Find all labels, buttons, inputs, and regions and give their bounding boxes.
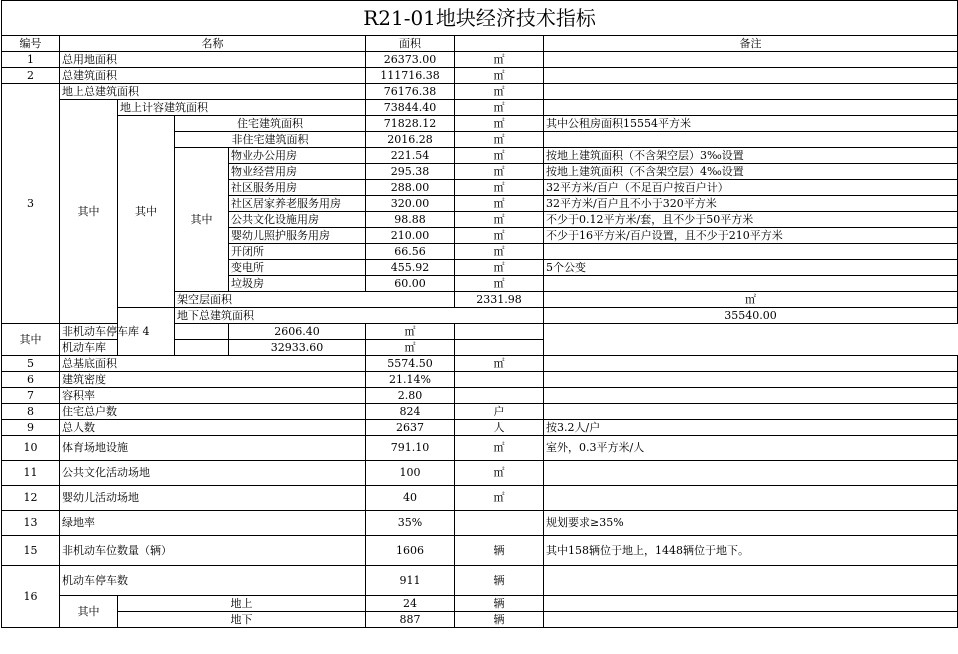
row-unit: ㎡: [366, 324, 455, 340]
table-row: [2, 100, 958, 116]
row-name: 机动车库: [60, 340, 229, 356]
row-note: [455, 324, 544, 340]
row-unit: 辆: [455, 536, 544, 566]
table-row: [2, 356, 958, 372]
table-row: [2, 566, 958, 596]
row-name: 地上总建筑面积: [60, 84, 366, 100]
row-value: 911: [366, 566, 455, 596]
row-name: 总基底面积: [60, 356, 366, 372]
row-name: 地下总建筑面积: [175, 308, 544, 324]
row-unit: ㎡: [455, 84, 544, 100]
row-value: 288.00: [366, 180, 455, 196]
row-no: 7: [2, 388, 60, 404]
header-name: 名称: [60, 36, 366, 52]
row-no: 8: [2, 404, 60, 420]
row-name: 地上计容建筑面积: [118, 100, 366, 116]
qizhong-label: 其中: [2, 324, 60, 356]
row-note: 5个公变: [544, 260, 958, 276]
row-unit: ㎡: [455, 356, 544, 372]
row-note: [544, 52, 958, 68]
row-unit: 辆: [455, 596, 544, 612]
row-unit: ㎡: [455, 132, 544, 148]
table-row: [2, 511, 958, 536]
table-row: [2, 340, 958, 356]
row-name: 社区服务用房: [229, 180, 366, 196]
table-title: R21-01地块经济技术指标: [2, 1, 958, 36]
row-no: 9: [2, 420, 60, 436]
row-value: 5574.50: [366, 356, 455, 372]
qizhong-label: 其中: [60, 596, 118, 628]
row-value: 210.00: [366, 228, 455, 244]
row-unit: ㎡: [455, 260, 544, 276]
row-note: [544, 276, 958, 292]
table-row: [2, 420, 958, 436]
row-name: 机动车停车数: [60, 566, 366, 596]
row-no: 16: [2, 566, 60, 628]
row-value: 2606.40: [229, 324, 366, 340]
row-value: 73844.40: [366, 100, 455, 116]
row-unit: ㎡: [455, 461, 544, 486]
row-value: 2331.98: [455, 292, 544, 308]
row-note: [544, 404, 958, 420]
row-note: 32平方米/百户且不小于320平方米: [544, 196, 958, 212]
row-note: [544, 356, 958, 372]
row-value: 21.14%: [366, 372, 455, 388]
row-value: 221.54: [366, 148, 455, 164]
row-name: 公共文化活动场地: [60, 461, 366, 486]
table-row: [2, 116, 958, 132]
qizhong-label: 其中: [60, 100, 118, 324]
row-unit: 人: [455, 420, 544, 436]
indicator-table: [1, 0, 958, 628]
table-row: [2, 612, 958, 628]
qizhong-label: 其中: [175, 148, 229, 292]
table-row: [2, 308, 958, 324]
row-note: [544, 388, 958, 404]
row-unit: [455, 372, 544, 388]
row-name: 物业经营用房: [229, 164, 366, 180]
row-unit: ㎡: [455, 276, 544, 292]
row-unit: ㎡: [455, 196, 544, 212]
table-row: [2, 68, 958, 84]
row-name: 公共文化设施用房: [229, 212, 366, 228]
row-unit: ㎡: [455, 180, 544, 196]
row-value: 320.00: [366, 196, 455, 212]
row-value: 791.10: [366, 436, 455, 461]
table-row: [2, 536, 958, 566]
row-name: 总建筑面积: [60, 68, 366, 84]
row-note: [544, 132, 958, 148]
row-unit: 辆: [455, 612, 544, 628]
row-name: 婴幼儿照护服务用房: [229, 228, 366, 244]
row-unit: ㎡: [455, 100, 544, 116]
row-name: 变电所: [229, 260, 366, 276]
row-name: 地上: [118, 596, 366, 612]
row-value: 455.92: [366, 260, 455, 276]
row-note: 其中公租房面积15554平方米: [544, 116, 958, 132]
row-name: 垃圾房: [229, 276, 366, 292]
row-note: [544, 84, 958, 100]
row-name: 非机动车位数量（辆）: [60, 536, 366, 566]
row-value: 295.38: [366, 164, 455, 180]
row-unit: 辆: [455, 566, 544, 596]
table-row: [2, 486, 958, 511]
row-value: 35%: [366, 511, 455, 536]
row-name: 婴幼儿活动场地: [60, 486, 366, 511]
row-value: 76176.38: [366, 84, 455, 100]
row-unit: ㎡: [455, 486, 544, 511]
row-note: [544, 244, 958, 260]
row-note: [544, 100, 958, 116]
row-name: 容积率: [60, 388, 366, 404]
row-unit: [455, 511, 544, 536]
row-no: 5: [2, 356, 60, 372]
row-value: 60.00: [366, 276, 455, 292]
row-note: 按地上建筑面积（不含架空层）3‰设置: [544, 148, 958, 164]
table-row: [2, 388, 958, 404]
row-value: 66.56: [366, 244, 455, 260]
row-note: 不少于16平方米/百户设置，且不少于210平方米: [544, 228, 958, 244]
table-row: [2, 372, 958, 388]
row-name: 绿地率: [60, 511, 366, 536]
row-value: 2016.28: [366, 132, 455, 148]
table-row: [2, 52, 958, 68]
row-note: 按3.2人/户: [544, 420, 958, 436]
row-note: 不少于0.12平方米/套，且不少于50平方米: [544, 212, 958, 228]
row-note: [544, 596, 958, 612]
row-note: 32平方米/百户（不足百户按百户计）: [544, 180, 958, 196]
row-unit: ㎡: [544, 292, 958, 308]
row-name: 住宅总户数: [60, 404, 366, 420]
row-unit: ㎡: [455, 148, 544, 164]
row-note: 其中158辆位于地上，1448辆位于地下。: [544, 536, 958, 566]
row-no: 1: [2, 52, 60, 68]
table-row: [2, 84, 958, 100]
row-no: 4: [118, 308, 175, 356]
header-unit: [455, 36, 544, 52]
row-unit: ㎡: [455, 436, 544, 461]
row-value: 40: [366, 486, 455, 511]
table-row: [2, 436, 958, 461]
row-note: [544, 461, 958, 486]
row-value: 71828.12: [366, 116, 455, 132]
row-note: 规划要求≥35%: [544, 511, 958, 536]
row-name: 架空层面积: [175, 292, 455, 308]
row-no: 15: [2, 536, 60, 566]
row-value: 24: [366, 596, 455, 612]
row-unit: ㎡: [455, 212, 544, 228]
row-note: [544, 372, 958, 388]
row-value: 35540.00: [544, 308, 958, 324]
row-value: 887: [366, 612, 455, 628]
row-unit: ㎡: [455, 164, 544, 180]
row-no: 3: [2, 84, 60, 324]
table-row: [2, 596, 958, 612]
row-unit: 户: [455, 404, 544, 420]
row-no: 11: [2, 461, 60, 486]
row-unit: ㎡: [366, 340, 455, 356]
row-no: 13: [2, 511, 60, 536]
row-name: 社区居家养老服务用房: [229, 196, 366, 212]
row-name: 体育场地设施: [60, 436, 366, 461]
row-value: 824: [366, 404, 455, 420]
row-no: 2: [2, 68, 60, 84]
header-row: [2, 36, 958, 52]
row-note: [544, 566, 958, 596]
table-row: [2, 404, 958, 420]
row-value: 2637: [366, 420, 455, 436]
row-unit: ㎡: [455, 52, 544, 68]
row-name: 物业办公用房: [229, 148, 366, 164]
qizhong-label: 其中: [118, 116, 175, 308]
row-note: [544, 612, 958, 628]
row-name: 建筑密度: [60, 372, 366, 388]
row-name: 开闭所: [229, 244, 366, 260]
row-name: 地下: [118, 612, 366, 628]
table-row: [2, 461, 958, 486]
row-note: [455, 340, 544, 356]
header-no: 编号: [2, 36, 60, 52]
row-unit: ㎡: [455, 244, 544, 260]
row-value: 111716.38: [366, 68, 455, 84]
row-name: 非机动车停车库: [60, 324, 229, 340]
row-name: 住宅建筑面积: [175, 116, 366, 132]
row-note: 室外，0.3平方米/人: [544, 436, 958, 461]
row-value: 26373.00: [366, 52, 455, 68]
row-unit: ㎡: [455, 228, 544, 244]
header-area: 面积: [366, 36, 455, 52]
row-note: 按地上建筑面积（不含架空层）4‰设置: [544, 164, 958, 180]
row-no: 12: [2, 486, 60, 511]
row-value: 32933.60: [229, 340, 366, 356]
row-unit: [455, 388, 544, 404]
row-note: [544, 486, 958, 511]
row-value: 2.80: [366, 388, 455, 404]
row-value: 1606: [366, 536, 455, 566]
row-note: [544, 68, 958, 84]
row-name: 非住宅建筑面积: [175, 132, 366, 148]
header-note: 备注: [544, 36, 958, 52]
row-unit: ㎡: [455, 116, 544, 132]
row-value: 98.88: [366, 212, 455, 228]
row-value: 100: [366, 461, 455, 486]
row-name: 总人数: [60, 420, 366, 436]
title-row: [2, 1, 958, 36]
row-no: 10: [2, 436, 60, 461]
row-no: 6: [2, 372, 60, 388]
row-name: 总用地面积: [60, 52, 366, 68]
row-unit: ㎡: [455, 68, 544, 84]
